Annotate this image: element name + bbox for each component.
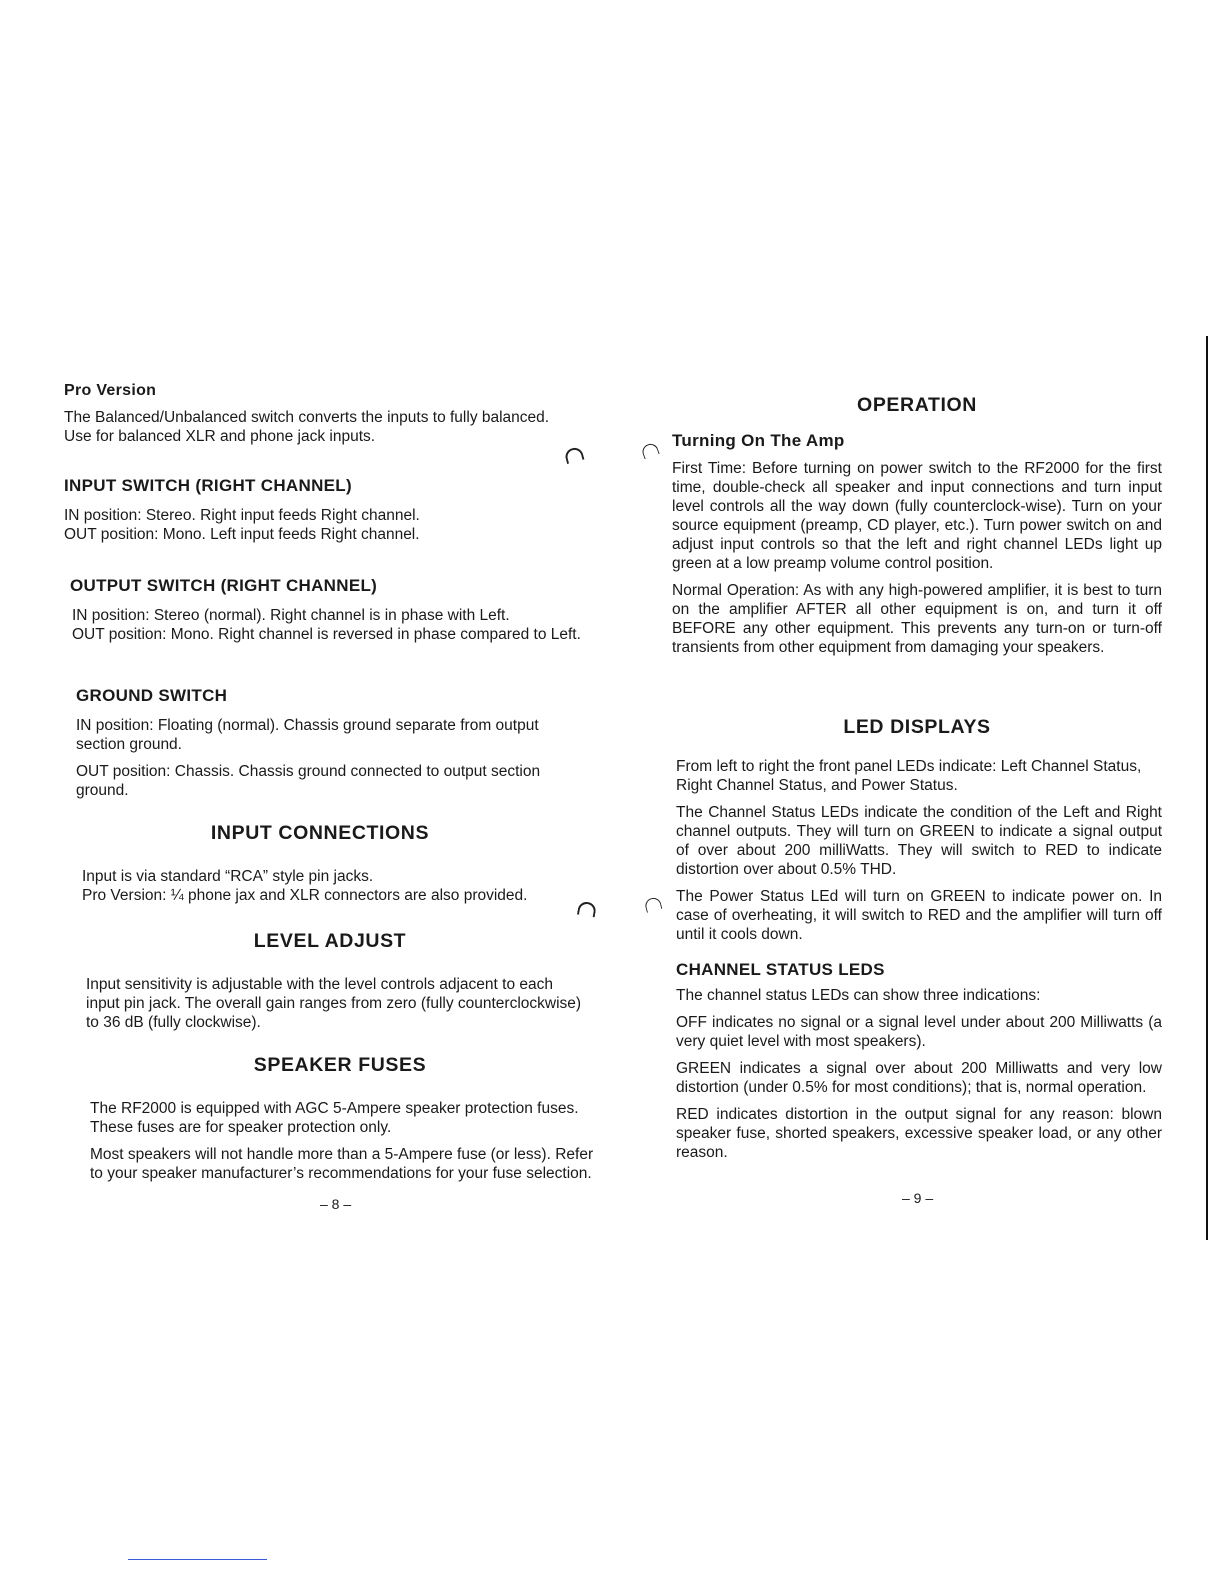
operation-section (672, 394, 1162, 657)
pro-version-section (64, 382, 576, 446)
level-adjust-section (64, 930, 582, 1032)
scan-mark-icon (577, 901, 597, 918)
input-connections-line2: Pro Version: ¼ phone jax and XLR connectors are also provided. (82, 887, 528, 904)
first-time-text: First Time: Before turning on power switch to the RF2000 for the first time, double-check all speaker and input connections and turn input level controls all the way down (fully counterclock-wise). Turn on your source equipment (preamp, CD player, etc.). Turn power switch on and adjust input controls so that the left and right channel LEDs light up green at a low preamp volume control position. (672, 460, 1162, 572)
channel-status-green: GREEN indicates a signal over about 200 Milliwatts and very low distortion (under 0.5% for most conditions); that is, normal operation. (676, 1060, 1162, 1096)
channel-status-intro: The channel status LEDs can show three indications: (676, 987, 1041, 1004)
channel-status-red: RED indicates distortion in the output signal for any reason: blown speaker fuse, shorted speakers, excessive speaker load, or any other reason. (676, 1106, 1162, 1161)
input-connections-section (64, 822, 576, 905)
led-displays-text-1: From left to right the front panel LEDs indicate: Left Channel Status, Right Channel Status, and Power Status. (676, 758, 1142, 794)
normal-operation-text: Normal Operation: As with any high-powered amplifier, it is best to turn on the amplifier AFTER all other equipment is on, and turn it off BEFORE any other equipment. This prevents any turn-on or turn-off transients from other equipment from damaging your speakers. (672, 582, 1162, 656)
speaker-fuses-text-2: Most speakers will not handle more than a 5-Ampere fuse (or less). Refer to your speaker manufacturer’s recommendations for your fuse selection. (90, 1146, 594, 1182)
scan-mark-icon (640, 442, 659, 460)
output-switch-section (64, 576, 581, 644)
pro-version-text: The Balanced/Unbalanced switch converts the inputs to fully balanced. Use for balanced XLR and phone jack inputs. (64, 409, 550, 445)
scan-mark-icon (563, 446, 584, 464)
level-adjust-heading: LEVEL ADJUST (253, 930, 407, 952)
bottom-rule (128, 1559, 267, 1560)
scan-mark-icon (644, 896, 663, 913)
channel-status-section (672, 960, 1162, 1162)
output-switch-heading: OUTPUT SWITCH (RIGHT CHANNEL) (70, 576, 378, 595)
ground-switch-heading: GROUND SWITCH (76, 686, 228, 705)
ground-switch-in: IN position: Floating (normal). Chassis ground separate from output section ground. (76, 717, 539, 753)
page-number-left: – 8 – (320, 1196, 352, 1212)
output-switch-in: IN position: Stereo (normal). Right channel is in phase with Left. (72, 607, 510, 624)
input-switch-heading: INPUT SWITCH (RIGHT CHANNEL) (64, 476, 352, 495)
led-displays-section (672, 716, 1162, 944)
speaker-fuses-heading: SPEAKER FUSES (253, 1054, 427, 1076)
speaker-fuses-section (64, 1054, 594, 1183)
speaker-fuses-text-1: The RF2000 is equipped with AGC 5-Ampere speaker protection fuses. These fuses are for speaker protection only. (90, 1100, 579, 1136)
input-connections-line1: Input is via standard “RCA” style pin jacks. (82, 868, 374, 885)
channel-status-off: OFF indicates no signal or a signal level under about 200 Milliwatts (a very quiet level with most speakers). (676, 1014, 1162, 1050)
output-switch-out: OUT position: Mono. Right channel is reversed in phase compared to Left. (72, 626, 581, 643)
led-displays-text-3: The Power Status LEd will turn on GREEN to indicate power on. In case of overheating, it will switch to RED and the amplifier will turn off until it cools down. (676, 888, 1162, 943)
input-switch-out: OUT position: Mono. Left input feeds Right channel. (64, 526, 420, 543)
page-edge-line (1206, 336, 1208, 1240)
led-displays-heading: LED DISPLAYS (843, 716, 991, 738)
turning-on-subheading: Turning On The Amp (672, 431, 845, 450)
pro-version-heading: Pro Version (64, 382, 157, 399)
input-switch-section (64, 476, 576, 544)
operation-heading: OPERATION (857, 394, 977, 416)
ground-switch-out: OUT position: Chassis. Chassis ground connected to output section ground. (76, 763, 541, 799)
channel-status-heading: CHANNEL STATUS LEDS (676, 960, 885, 979)
page-number-right: – 9 – (902, 1190, 934, 1206)
level-adjust-text: Input sensitivity is adjustable with the level controls adjacent to each input pin jack. The overall gain ranges from zero (fully counterclockwise) to 36 dB (fully clockwise). (86, 976, 582, 1031)
ground-switch-section (64, 686, 576, 800)
led-displays-text-2: The Channel Status LEDs indicate the condition of the Left and Right channel outputs. They will turn on GREEN to indicate a signal output of over about 200 milliWatts. They will switch to RED to indicate distortion over about 0.5% THD. (676, 804, 1162, 878)
input-connections-heading: INPUT CONNECTIONS (210, 822, 430, 844)
input-switch-in: IN position: Stereo. Right input feeds Right channel. (64, 507, 420, 524)
